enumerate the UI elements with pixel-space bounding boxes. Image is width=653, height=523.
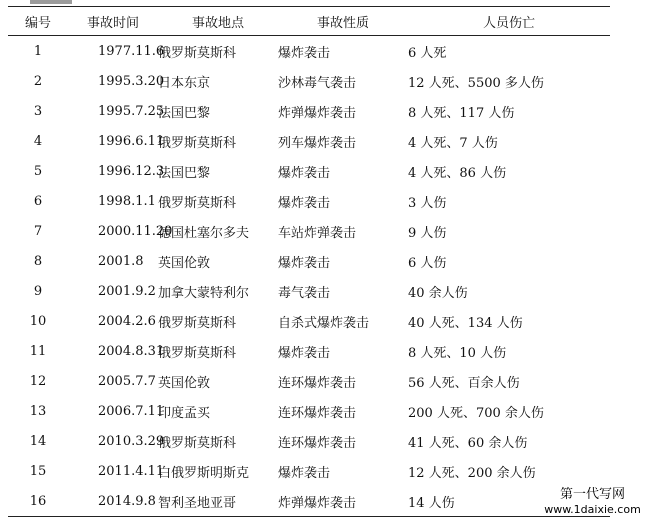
table-row [8,456,610,486]
cell-casualties: 40 人死、134 人伤 [408,315,523,331]
incident-table-container [8,6,610,517]
cell-number: 11 [29,343,47,359]
header-nature: 事故性质 [316,15,369,31]
table-row [8,96,610,126]
cell-casualties: 8 人死、10 人伤 [408,345,507,361]
table-row [8,396,610,426]
cell-nature: 连环爆炸袭击 [278,405,357,421]
cell-number: 1 [33,43,43,59]
cell-location: 俄罗斯莫斯科 [158,45,237,61]
cell-time: 1996.6.11 [98,133,165,149]
cell-location: 日本东京 [158,75,211,91]
table-body [8,36,610,517]
table-row [8,156,610,186]
header-casualties: 人员伤亡 [482,15,535,31]
cell-casualties: 9 人伤 [408,225,447,241]
table-row [8,486,610,517]
table-header [8,7,610,36]
cell-location: 俄罗斯莫斯科 [158,345,237,361]
cell-nature: 列车爆炸袭击 [278,135,357,151]
cell-time: 1998.1.1 [98,193,156,209]
cell-location: 俄罗斯莫斯科 [158,315,237,331]
cell-number: 16 [29,493,47,509]
cell-location: 俄罗斯莫斯科 [158,195,237,211]
cell-time: 1977.11.6 [98,43,165,59]
cell-time: 2005.7.7 [98,373,156,389]
cell-number: 3 [33,103,43,119]
cell-casualties: 4 人死、7 人伤 [408,135,498,151]
cell-number: 10 [29,313,47,329]
cell-time: 1995.7.25 [98,103,165,119]
cell-time: 2001.8 [98,253,144,269]
cell-location: 智利圣地亚哥 [158,495,237,511]
table-row [8,126,610,156]
cell-nature: 炸弹爆炸袭击 [278,495,357,511]
header-row [8,7,610,36]
cell-time: 2011.4.11 [98,463,165,479]
table-row [8,186,610,216]
cell-time: 2004.8.31 [98,343,165,359]
cell-nature: 连环爆炸袭击 [278,375,357,391]
cell-number: 8 [33,253,43,269]
cell-number: 14 [29,433,47,449]
cell-location: 英国伦敦 [158,255,211,271]
cell-number: 4 [33,133,43,149]
cell-time: 2001.9.2 [98,283,156,299]
header-number: 编号 [24,15,51,31]
table-row [8,36,610,67]
cell-number: 15 [29,463,47,479]
cell-time: 2004.2.6 [98,313,156,329]
site-watermark [532,487,653,523]
cell-casualties: 3 人伤 [408,195,447,211]
header-location: 事故地点 [191,15,244,31]
cell-location: 俄罗斯莫斯科 [158,135,237,151]
cell-location: 德国杜塞尔多夫 [158,225,250,241]
cell-casualties: 14 人伤 [408,495,455,511]
cell-casualties: 56 人死、百余人伤 [408,375,520,391]
table-row [8,216,610,246]
cell-nature: 炸弹爆炸袭击 [278,105,357,121]
cell-casualties: 6 人伤 [408,255,447,271]
cell-location: 英国伦敦 [158,375,211,391]
cell-nature: 爆炸袭击 [278,45,331,61]
table-row [8,276,610,306]
incident-table [8,6,610,517]
watermark-title: 第一代写网 [559,487,625,502]
cell-nature: 爆炸袭击 [278,195,331,211]
cell-casualties: 41 人死、60 余人伤 [408,435,528,451]
cell-time: 1995.3.20 [98,73,165,89]
cell-nature: 爆炸袭击 [278,165,331,181]
cropped-caption-fragment [30,0,72,4]
cell-location: 白俄罗斯明斯克 [158,465,250,481]
table-row [8,66,610,96]
cell-nature: 爆炸袭击 [278,345,331,361]
table-row [8,246,610,276]
cell-nature: 爆炸袭击 [278,465,331,481]
cell-number: 5 [33,163,43,179]
cell-nature: 自杀式爆炸袭击 [278,315,370,331]
cell-casualties: 8 人死、117 人伤 [408,105,515,121]
cell-time: 1996.12.3 [98,163,165,179]
cell-time: 2000.11.20 [98,223,173,239]
cell-nature: 爆炸袭击 [278,255,331,271]
cell-casualties: 4 人死、86 人伤 [408,165,507,181]
cell-casualties: 200 人死、700 余人伤 [408,405,544,421]
cell-time: 2014.9.8 [98,493,156,509]
watermark-url: www.1daixie.com [544,503,641,516]
cell-number: 9 [33,283,43,299]
cell-nature: 毒气袭击 [278,285,331,301]
cell-location: 加拿大蒙特利尔 [158,285,250,301]
cell-nature: 沙林毒气袭击 [278,75,357,91]
cell-casualties: 6 人死 [408,45,447,61]
cell-number: 12 [29,373,47,389]
cell-location: 法国巴黎 [158,105,211,121]
cell-nature: 车站炸弹袭击 [278,225,357,241]
table-row [8,306,610,336]
cell-location: 俄罗斯莫斯科 [158,435,237,451]
cell-time: 2006.7.11 [98,403,165,419]
cell-number: 2 [33,73,43,89]
cell-time: 2010.3.29 [98,433,165,449]
cell-nature: 连环爆炸袭击 [278,435,357,451]
table-row [8,336,610,366]
table-row [8,426,610,456]
cell-location: 印度孟买 [158,405,211,421]
cell-number: 6 [33,193,43,209]
cell-casualties: 12 人死、5500 多人伤 [408,75,544,91]
table-row [8,366,610,396]
cell-number: 7 [33,223,43,239]
cell-casualties: 40 余人伤 [408,285,468,301]
header-time: 事故时间 [86,15,139,31]
cell-number: 13 [29,403,47,419]
cell-casualties: 12 人死、200 余人伤 [408,465,536,481]
cell-location: 法国巴黎 [158,165,211,181]
